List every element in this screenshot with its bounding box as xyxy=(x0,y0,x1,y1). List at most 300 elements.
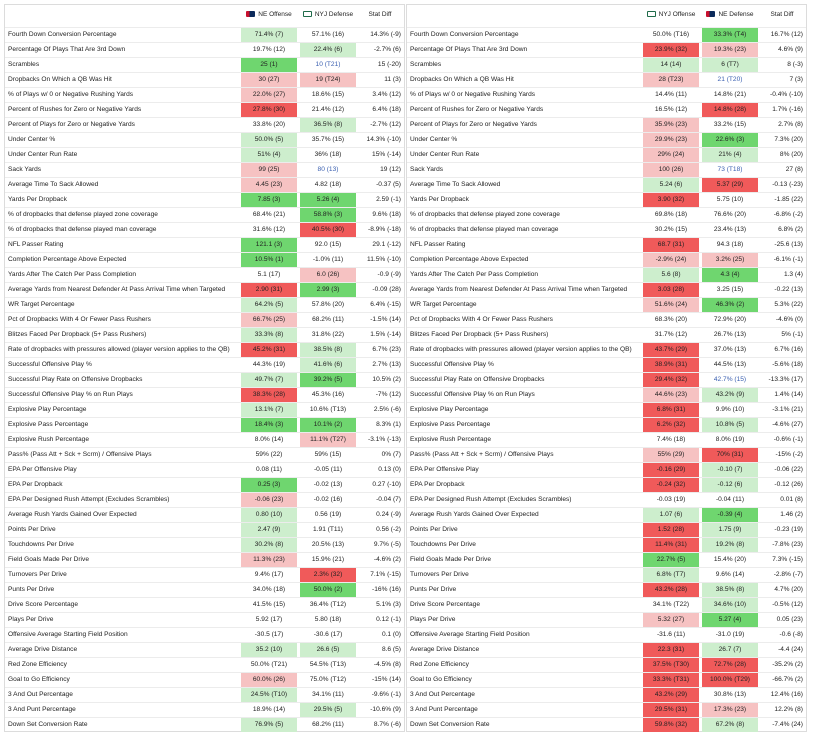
offense-value: 5.32 (27) xyxy=(643,613,699,627)
stat-diff-value: 1.5% (-14) xyxy=(370,331,401,338)
stat-diff-value: -0.6 (-8) xyxy=(779,631,803,638)
stat-diff-value: 8.3% (1) xyxy=(376,421,401,428)
table-row xyxy=(5,657,404,672)
offense-value: 68.3% (20) xyxy=(654,316,688,323)
offense-value: 22.3 (31) xyxy=(643,643,699,657)
table-row xyxy=(5,147,404,162)
stat-label: Percent of Rushes for Zero or Negative Yards xyxy=(410,106,544,113)
defense-value: 45.3% (16) xyxy=(311,391,345,398)
stat-diff-value: 1.46 (2) xyxy=(780,511,803,518)
stat-diff-value: 8 (-3) xyxy=(787,61,803,68)
defense-value: 5.37 (29) xyxy=(702,178,758,192)
stat-diff-value: 14.3% (-10) xyxy=(366,136,401,143)
offense-value: 64.2% (5) xyxy=(241,298,297,312)
stat-diff-value: -0.13 (-23) xyxy=(772,181,803,188)
stat-diff-value: -0.23 (19) xyxy=(774,526,803,533)
stat-label: Scrambles xyxy=(8,61,40,68)
offense-value: 31.6% (12) xyxy=(252,226,286,233)
stat-diff-value: 1.4% (14) xyxy=(774,391,803,398)
stat-diff-value: 7.1% (-15) xyxy=(370,571,401,578)
table-row xyxy=(407,312,806,327)
stat-label: 3 And Out Percentage xyxy=(410,691,475,698)
stat-label: Points Per Drive xyxy=(8,526,56,533)
table-row xyxy=(5,582,404,597)
stat-diff-value: -0.6% (-1) xyxy=(773,436,803,443)
matchup-table-ne-offense-vs-nyj-defense xyxy=(4,4,405,732)
stat-diff-value: 19 (12) xyxy=(380,166,401,173)
table-row xyxy=(407,627,806,642)
defense-value: 8.0% (19) xyxy=(715,436,745,443)
table-row xyxy=(5,537,404,552)
offense-value: 18.4% (3) xyxy=(241,418,297,432)
offense-value: 30 (27) xyxy=(241,73,297,87)
stat-label: % of Plays w/ 0 or Negative Rushing Yards xyxy=(8,91,134,98)
defense-value: 43.2% (9) xyxy=(702,388,758,402)
table-row xyxy=(407,27,806,42)
stat-label: Explosive Pass Percentage xyxy=(8,421,89,428)
defense-value: 22.6% (3) xyxy=(702,133,758,147)
offense-value: 0.80 (10) xyxy=(241,508,297,522)
stat-label: Completion Percentage Above Expected xyxy=(8,256,127,263)
offense-value: 31.7% (12) xyxy=(654,331,688,338)
defense-value: 19.2% (8) xyxy=(702,538,758,552)
table-row xyxy=(5,327,404,342)
table-row xyxy=(5,162,404,177)
stat-label: Yards Per Dropback xyxy=(8,196,67,203)
defense-value: 67.2% (8) xyxy=(702,718,758,732)
defense-value: 1.75 (9) xyxy=(702,523,758,537)
stat-label: Red Zone Efficiency xyxy=(8,661,67,668)
stat-label: Plays Per Drive xyxy=(410,616,456,623)
table-row xyxy=(407,132,806,147)
stat-label: % of dropbacks that defense played zone coverage xyxy=(8,211,158,218)
stat-label: Blitzes Faced Per Dropback (5+ Pass Rushers) xyxy=(8,331,147,338)
stat-diff-value: 0% (7) xyxy=(381,451,401,458)
stat-diff-value: 5.3% (22) xyxy=(774,301,803,308)
table-row xyxy=(5,672,404,687)
stat-label: Offensive Average Starting Field Position xyxy=(410,631,530,638)
stat-label: Scrambles xyxy=(410,61,442,68)
defense-value: 22.4% (6) xyxy=(300,43,356,57)
table-row xyxy=(5,207,404,222)
stat-diff-value: -6.8% (-2) xyxy=(773,211,803,218)
stat-diff-value: -3.1% (-13) xyxy=(368,436,401,443)
offense-value: 35.2 (10) xyxy=(241,643,297,657)
defense-value: 33.2% (15) xyxy=(713,121,747,128)
stat-label: Turnovers Per Drive xyxy=(8,571,67,578)
defense-value: 59% (15) xyxy=(314,451,342,458)
offense-value: 4.45 (23) xyxy=(241,178,297,192)
stat-diff-value: -0.09 (28) xyxy=(372,286,401,293)
offense-value: 71.4% (7) xyxy=(241,28,297,42)
stat-label: % of dropbacks that defense played zone coverage xyxy=(410,211,560,218)
stat-label: Under Center Run Rate xyxy=(410,151,480,158)
table-row xyxy=(5,192,404,207)
defense-value: 6 (T7) xyxy=(702,58,758,72)
defense-value: 68.2% (11) xyxy=(312,721,344,728)
stat-diff-value: -35.2% (2) xyxy=(772,661,803,668)
stat-label: Average Drive Distance xyxy=(8,646,78,653)
defense-value: 20.5% (13) xyxy=(311,541,345,548)
stat-diff-value: 8% (20) xyxy=(779,151,803,158)
defense-value: 35.7% (15) xyxy=(311,136,345,143)
stat-label: Rate of dropbacks with pressures allowed (player version applies to the QB) xyxy=(410,346,632,353)
stat-label: Punts Per Drive xyxy=(8,586,55,593)
stat-label: Pass% (Pass Att + Sck + Scrm) / Offensive Plays xyxy=(8,451,152,458)
stat-diff-value: -3.1% (21) xyxy=(772,406,803,413)
table-row xyxy=(407,102,806,117)
offense-value: 8.0% (14) xyxy=(254,436,284,443)
offense-value: 55% (29) xyxy=(643,448,699,462)
defense-value: 80 (13) xyxy=(317,166,339,173)
offense-value: 50.0% (T16) xyxy=(652,31,690,38)
table-row xyxy=(5,222,404,237)
stat-label: Explosive Play Percentage xyxy=(8,406,87,413)
defense-value: 18.6% (15) xyxy=(311,91,345,98)
defense-value: 14.8% (28) xyxy=(702,103,758,117)
stat-label: Successful Offensive Play % on Run Plays xyxy=(410,391,535,398)
stat-label: Yards After The Catch Per Pass Completion xyxy=(8,271,137,278)
defense-value: 38.5% (8) xyxy=(300,343,356,357)
defense-value: 57.1% (16) xyxy=(311,31,345,38)
defense-value: 58.8% (3) xyxy=(300,208,356,222)
offense-value: 30.2% (15) xyxy=(654,226,688,233)
defense-value: 31.8% (22) xyxy=(311,331,345,338)
defense-value: -0.05 (11) xyxy=(313,466,343,473)
defense-value: 23.4% (13) xyxy=(713,226,747,233)
table-row xyxy=(407,357,806,372)
stat-label: Points Per Drive xyxy=(410,526,458,533)
offense-value: 29.5% (31) xyxy=(643,703,699,717)
stat-label: Drive Score Percentage xyxy=(410,601,481,608)
defense-value: 94.3 (18) xyxy=(716,241,744,248)
defense-value: 38.5% (8) xyxy=(702,583,758,597)
offense-value: 43.2% (29) xyxy=(643,688,699,702)
defense-value: 10.8% (5) xyxy=(702,418,758,432)
offense-value: 29% (24) xyxy=(643,148,699,162)
table-row xyxy=(407,282,806,297)
stat-diff-value: -0.5% (12) xyxy=(772,601,803,608)
stat-label: Average Yards from Nearest Defender At Pass Arrival Time when Targeted xyxy=(410,286,628,293)
offense-value: 19.7% (12) xyxy=(252,46,286,53)
table-row xyxy=(5,477,404,492)
offense-value: 3.03 (28) xyxy=(643,283,699,297)
stat-diff-value: -1.5% (14) xyxy=(370,316,401,323)
offense-value: 100 (26) xyxy=(643,163,699,177)
table-row xyxy=(5,702,404,717)
defense-value: 34.6% (10) xyxy=(702,598,758,612)
stat-label: Explosive Rush Percentage xyxy=(410,436,492,443)
stat-label: Percent of Plays for Zero or Negative Yards xyxy=(410,121,537,128)
stat-label: Touchdowns Per Drive xyxy=(410,541,476,548)
table-row xyxy=(407,342,806,357)
offense-value: 59.8% (32) xyxy=(643,718,699,732)
stat-diff-value: 0.1 (0) xyxy=(381,631,401,638)
table-row xyxy=(407,147,806,162)
table-row xyxy=(407,72,806,87)
defense-value: 4.82 (18) xyxy=(314,181,342,188)
defense-value: 46.3% (2) xyxy=(702,298,758,312)
offense-value: 10.5% (1) xyxy=(241,253,297,267)
stat-label: EPA Per Dropback xyxy=(8,481,63,488)
stat-label: Pct of Dropbacks With 4 Or Fewer Pass Rushers xyxy=(410,316,553,323)
defense-value: 15.4% (20) xyxy=(713,556,747,563)
stat-diff-value: 10.5% (2) xyxy=(372,376,401,383)
table-row xyxy=(407,117,806,132)
column-header-ne-defense[interactable]: NE Defense xyxy=(702,11,758,18)
defense-value: 36.4% (T12) xyxy=(309,601,347,608)
offense-value: 0.08 (11) xyxy=(256,466,282,473)
offense-value: 34.1% (T22) xyxy=(652,601,690,608)
stat-diff-value: 0.24 (-9) xyxy=(376,511,401,518)
stat-label: Pass% (Pass Att + Sck + Scrm) / Offensive Plays xyxy=(410,451,554,458)
stat-label: % of Plays w/ 0 or Negative Rushing Yards xyxy=(410,91,536,98)
offense-value: 99 (25) xyxy=(241,163,297,177)
offense-value: 16.5% (12) xyxy=(654,106,688,113)
table-row xyxy=(5,252,404,267)
defense-value: 15.9% (21) xyxy=(311,556,345,563)
stat-label: Fourth Down Conversion Percentage xyxy=(410,31,519,38)
defense-value: 30.8% (13) xyxy=(713,691,747,698)
stat-label: Yards Per Dropback xyxy=(410,196,469,203)
column-header-stat-diff[interactable]: Stat Diff xyxy=(770,11,794,18)
stat-diff-value: 0.56 (-2) xyxy=(376,526,401,533)
table-row xyxy=(407,402,806,417)
defense-value: 10.6% (T13) xyxy=(309,406,347,413)
stat-diff-value: 6.8% (2) xyxy=(778,226,803,233)
stat-label: EPA Per Designed Rush Attempt (Excludes Scrambles) xyxy=(410,496,572,503)
stat-label: Average Time To Sack Allowed xyxy=(410,181,501,188)
stat-diff-value: 7 (3) xyxy=(789,76,803,83)
table-row xyxy=(407,162,806,177)
stat-label: Average Rush Yards Gained Over Expected xyxy=(410,511,539,518)
defense-value: 70% (31) xyxy=(702,448,758,462)
table-row xyxy=(407,492,806,507)
stat-diff-value: -7.8% (23) xyxy=(772,541,803,548)
defense-value: -0.02 (16) xyxy=(313,496,343,503)
table-row xyxy=(5,507,404,522)
stat-diff-value: 9.6% (18) xyxy=(372,211,401,218)
table-row xyxy=(407,297,806,312)
offense-value: 9.4% (17) xyxy=(254,571,284,578)
stat-label: Explosive Play Percentage xyxy=(410,406,489,413)
column-header-nyj-offense[interactable]: NYJ Offense xyxy=(643,11,699,18)
stat-diff-value: 6.4% (18) xyxy=(372,106,401,113)
table-row xyxy=(5,402,404,417)
stat-diff-value: 7.3% (-15) xyxy=(772,556,803,563)
stat-label: EPA Per Offensive Play xyxy=(410,466,479,473)
stat-label: Fourth Down Conversion Percentage xyxy=(8,31,117,38)
table-row xyxy=(5,312,404,327)
table-row xyxy=(5,642,404,657)
table-row xyxy=(5,27,404,42)
stat-label: Completion Percentage Above Expected xyxy=(410,256,529,263)
stat-label: 3 And Punt Percentage xyxy=(8,706,76,713)
defense-value: 19.3% (23) xyxy=(702,43,758,57)
column-header-stat-diff[interactable]: Stat Diff xyxy=(368,11,392,18)
stat-diff-value: -1.85 (22) xyxy=(774,196,803,203)
offense-value: 38.3% (28) xyxy=(241,388,297,402)
stat-label: Touchdowns Per Drive xyxy=(8,541,74,548)
jets-logo-icon xyxy=(647,11,656,17)
offense-value: 37.5% (T30) xyxy=(643,658,699,672)
stat-label: Under Center % xyxy=(8,136,56,143)
defense-value: -0.02 (13) xyxy=(313,481,343,488)
table-row xyxy=(407,447,806,462)
offense-value: 6.8% (T7) xyxy=(643,568,699,582)
stat-diff-value: -4.5% (8) xyxy=(373,661,401,668)
stat-diff-value: 11.5% (-10) xyxy=(367,256,401,263)
offense-value: 60.0% (26) xyxy=(241,673,297,687)
stat-label: Yards After The Catch Per Pass Completion xyxy=(410,271,539,278)
stat-diff-value: -0.06 (22) xyxy=(774,466,803,473)
table-row xyxy=(407,42,806,57)
stat-diff-value: 1.7% (-16) xyxy=(772,106,803,113)
defense-value: 1.91 (T11) xyxy=(313,526,343,533)
column-header-nyj-defense[interactable]: NYJ Defense xyxy=(300,11,356,18)
defense-value: 76.6% (20) xyxy=(713,211,747,218)
defense-value: 2.3% (32) xyxy=(300,568,356,582)
defense-value: 5.80 (18) xyxy=(314,616,342,623)
offense-value: 50.0% (T21) xyxy=(250,661,288,668)
table-row xyxy=(407,567,806,582)
defense-value: 68.2% (11) xyxy=(312,316,344,323)
defense-value: 40.5% (30) xyxy=(300,223,356,237)
stat-diff-value: 9.7% (-5) xyxy=(373,541,401,548)
defense-value: 37.0% (13) xyxy=(713,346,747,353)
table-row xyxy=(407,57,806,72)
table-row xyxy=(5,387,404,402)
stat-diff-value: -5.6% (18) xyxy=(772,361,803,368)
table-row xyxy=(407,417,806,432)
stat-diff-value: 12.4% (16) xyxy=(770,691,803,698)
stat-diff-value: -7.4% (24) xyxy=(772,721,803,728)
stat-label: Percentage Of Plays That Are 3rd Down xyxy=(8,46,126,53)
stat-label: NFL Passer Rating xyxy=(8,241,64,248)
stat-label: EPA Per Designed Rush Attempt (Excludes Scrambles) xyxy=(8,496,170,503)
defense-value: 34.1% (11) xyxy=(312,691,344,698)
table-row xyxy=(407,222,806,237)
stat-diff-value: 11 (3) xyxy=(384,76,401,83)
offense-value: 3.90 (32) xyxy=(643,193,699,207)
offense-value: 5.1 (17) xyxy=(257,271,281,278)
defense-value: 75.0% (T12) xyxy=(309,676,347,683)
table-row xyxy=(407,612,806,627)
table-row xyxy=(407,387,806,402)
table-row xyxy=(5,102,404,117)
patriots-logo-icon xyxy=(246,11,255,17)
table-row xyxy=(407,597,806,612)
offense-value: 44.3% (19) xyxy=(252,361,286,368)
stat-diff-value: -16% (16) xyxy=(372,586,401,593)
table-row xyxy=(5,72,404,87)
stat-diff-value: 0.12 (-1) xyxy=(376,616,401,623)
table-row xyxy=(5,432,404,447)
offense-value: 43.7% (29) xyxy=(643,343,699,357)
table-row xyxy=(407,207,806,222)
stat-label: WR Target Percentage xyxy=(410,301,477,308)
stat-label: Goal to Go Efficiency xyxy=(8,676,70,683)
defense-value: 4.3 (4) xyxy=(702,268,758,282)
offense-value: 2.47 (9) xyxy=(241,523,297,537)
stat-label: Field Goals Made Per Drive xyxy=(8,556,89,563)
offense-value: 11.3% (23) xyxy=(241,553,297,567)
stat-diff-value: 0.13 (0) xyxy=(378,466,401,473)
defense-value: 72.7% (28) xyxy=(702,658,758,672)
stat-diff-value: -4.4 (24) xyxy=(778,646,803,653)
table-row xyxy=(5,552,404,567)
table-row xyxy=(5,267,404,282)
offense-value: -31.6 (11) xyxy=(656,631,686,638)
table-row xyxy=(407,267,806,282)
table-row xyxy=(5,417,404,432)
offense-value: 27.8% (30) xyxy=(241,103,297,117)
stat-diff-value: 15 (-20) xyxy=(377,61,401,68)
defense-value: 5.26 (4) xyxy=(300,193,356,207)
offense-value: -30.5 (17) xyxy=(254,631,284,638)
stat-diff-value: -0.04 (7) xyxy=(376,496,401,503)
offense-value: 11.4% (31) xyxy=(643,538,699,552)
table-row xyxy=(407,252,806,267)
defense-value: 73 (T18) xyxy=(717,166,743,173)
defense-value: 33.3% (T4) xyxy=(702,28,758,42)
offense-value: 23.9% (32) xyxy=(643,43,699,57)
stat-label: Sack Yards xyxy=(410,166,444,173)
stat-diff-value: 5% (-1) xyxy=(781,331,803,338)
offense-value: 76.9% (5) xyxy=(241,718,297,732)
stat-diff-value: 27 (8) xyxy=(785,166,803,173)
stat-label: EPA Per Offensive Play xyxy=(8,466,77,473)
defense-value: 54.5% (T13) xyxy=(309,661,347,668)
table-row xyxy=(407,717,806,732)
offense-value: -0.24 (32) xyxy=(643,478,699,492)
table-row xyxy=(5,87,404,102)
matchup-table-nyj-offense-vs-ne-defense xyxy=(406,4,807,732)
defense-value: -31.0 (19) xyxy=(715,631,745,638)
table-body xyxy=(5,27,404,732)
defense-value: 72.9% (20) xyxy=(713,316,747,323)
offense-value: 28 (T23) xyxy=(643,73,699,87)
stat-diff-value: 2.7% (8) xyxy=(778,121,803,128)
column-header-ne-offense[interactable]: NE Offense xyxy=(241,11,297,18)
stat-label: Successful Offensive Play % on Run Plays xyxy=(8,391,133,398)
offense-value: 5.6 (8) xyxy=(643,268,699,282)
defense-value: 100.0% (T29) xyxy=(702,673,758,687)
stat-diff-value: 6.4% (-15) xyxy=(370,301,401,308)
stat-label: Plays Per Drive xyxy=(8,616,54,623)
stat-label: % of dropbacks that defense played man coverage xyxy=(410,226,559,233)
stat-label: Turnovers Per Drive xyxy=(410,571,469,578)
stat-diff-value: -4.6% (0) xyxy=(775,316,803,323)
table-row xyxy=(5,42,404,57)
defense-value: 2.99 (3) xyxy=(300,283,356,297)
offense-value: 69.8% (18) xyxy=(654,211,688,218)
defense-value: 10.1% (2) xyxy=(300,418,356,432)
table-header xyxy=(407,5,806,27)
stat-diff-value: 0.05 (23) xyxy=(776,616,803,623)
offense-value: 13.1% (7) xyxy=(241,403,297,417)
table-row xyxy=(407,87,806,102)
defense-value: 41.6% (6) xyxy=(300,358,356,372)
table-row xyxy=(407,582,806,597)
defense-value: 36% (18) xyxy=(314,151,342,158)
offense-value: -2.9% (24) xyxy=(643,253,699,267)
defense-value: 17.3% (23) xyxy=(702,703,758,717)
table-row xyxy=(407,702,806,717)
defense-value: 3.2% (25) xyxy=(702,253,758,267)
defense-value: 21% (4) xyxy=(702,148,758,162)
stat-diff-value: -2.7% (12) xyxy=(370,121,401,128)
